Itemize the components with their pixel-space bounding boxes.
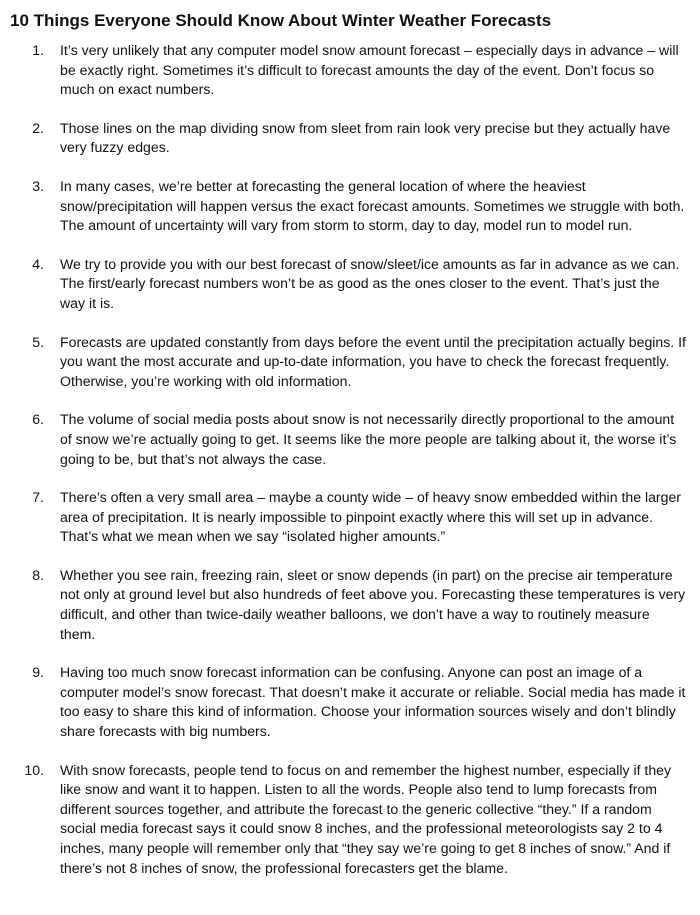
list-item-text: We try to provide you with our best forecast of snow/sleet/ice amounts as far in advance as we can. The first/early forecast numbers won’t be as good as the ones closer to the event. That’s just the way it is. <box>60 255 680 311</box>
list-item-text: There’s often a very small area – maybe a county wide – of heavy snow embedded within the larger area of precipitation. It is nearly impossible to pinpoint exactly where this will set up in advance. That’s what we mean when we say “isolated higher amounts.” <box>60 489 681 545</box>
list-item-number: 3. <box>32 177 44 194</box>
list-item-3 <box>10 177 686 236</box>
list-item-number: 10. <box>24 761 44 778</box>
tips-list <box>10 41 686 878</box>
list-item-text: Having too much snow forecast information can be confusing. Anyone can post an image of a computer model’s snow forecast. That doesn’t make it accurate or reliable. Social media has made it too easy to share this kind of information. Choose your information sources wisely and don’t blindly share forecasts with big numbers. <box>60 664 686 740</box>
list-item-text: It’s very unlikely that any computer model snow amount forecast – especially days in advance – will be exactly right. Sometimes it’s difficult to forecast amounts the day of the event. Don’t focus so much on exact numbers. <box>60 42 679 98</box>
list-item-4 <box>10 255 686 314</box>
list-item-number: 4. <box>32 255 44 272</box>
list-item-2 <box>10 119 686 158</box>
list-item-6 <box>10 410 686 469</box>
list-item-number: 1. <box>32 42 44 58</box>
list-item-10 <box>10 761 686 879</box>
list-item-5 <box>10 333 686 392</box>
list-item-text: With snow forecasts, people tend to focus on and remember the highest number, especially if they like snow and want it to happen. Listen to all the words. People also tend to lump forecasts from different sources together, and attribute the forecast to the generic collective “they.” If a random social media forecast says it could snow 8 inches, and the professional meteorologists say 2 to 4 inches, many people will remember only that “they say we’re going to get 8 inches of snow.” And if there’s not 8 inches of snow, the professional forecasters get the blame. <box>60 761 672 876</box>
list-item-text: Those lines on the map dividing snow from sleet from rain look very precise but they actually have very fuzzy edges. <box>60 119 671 156</box>
list-item-9 <box>10 663 686 741</box>
list-item-7 <box>10 488 686 547</box>
list-item-1 <box>10 41 686 100</box>
list-item-text: In many cases, we’re better at forecasting the general location of where the heaviest snow/precipitation will happen versus the exact forecast amounts. Sometimes we struggle with both. The amount of uncertainty will vary from storm to storm, day to day, model run to model run. <box>60 177 685 234</box>
list-item-number: 7. <box>32 489 44 506</box>
list-item-8 <box>10 566 686 644</box>
list-item-number: 9. <box>32 664 44 681</box>
list-item-number: 5. <box>32 333 44 350</box>
document-title: 10 Things Everyone Should Know About Winter Weather Forecasts <box>10 11 552 30</box>
list-item-number: 6. <box>32 411 44 428</box>
list-item-text: Forecasts are updated constantly from days before the event until the precipitation actually begins. If you want the most accurate and up-to-date information, you have to check the forecast frequently. Otherwise, you’re working with old information. <box>60 333 686 389</box>
list-item-text: Whether you see rain, freezing rain, sleet or snow depends (in part) on the precise air temperature not only at ground level but also hundreds of feet above you. Forecasting these temperatures is very difficult, and other than twice-daily weather balloons, we don’t have a way to routinely measure them. <box>60 566 686 642</box>
list-item-number: 2. <box>32 119 44 136</box>
list-item-text: The volume of social media posts about snow is not necessarily directly proportional to the amount of snow we’re actually going to get. It seems like the more people are talking about it, the worse it’s going to be, but that’s not always the case. <box>60 411 677 467</box>
list-item-number: 8. <box>32 566 44 583</box>
